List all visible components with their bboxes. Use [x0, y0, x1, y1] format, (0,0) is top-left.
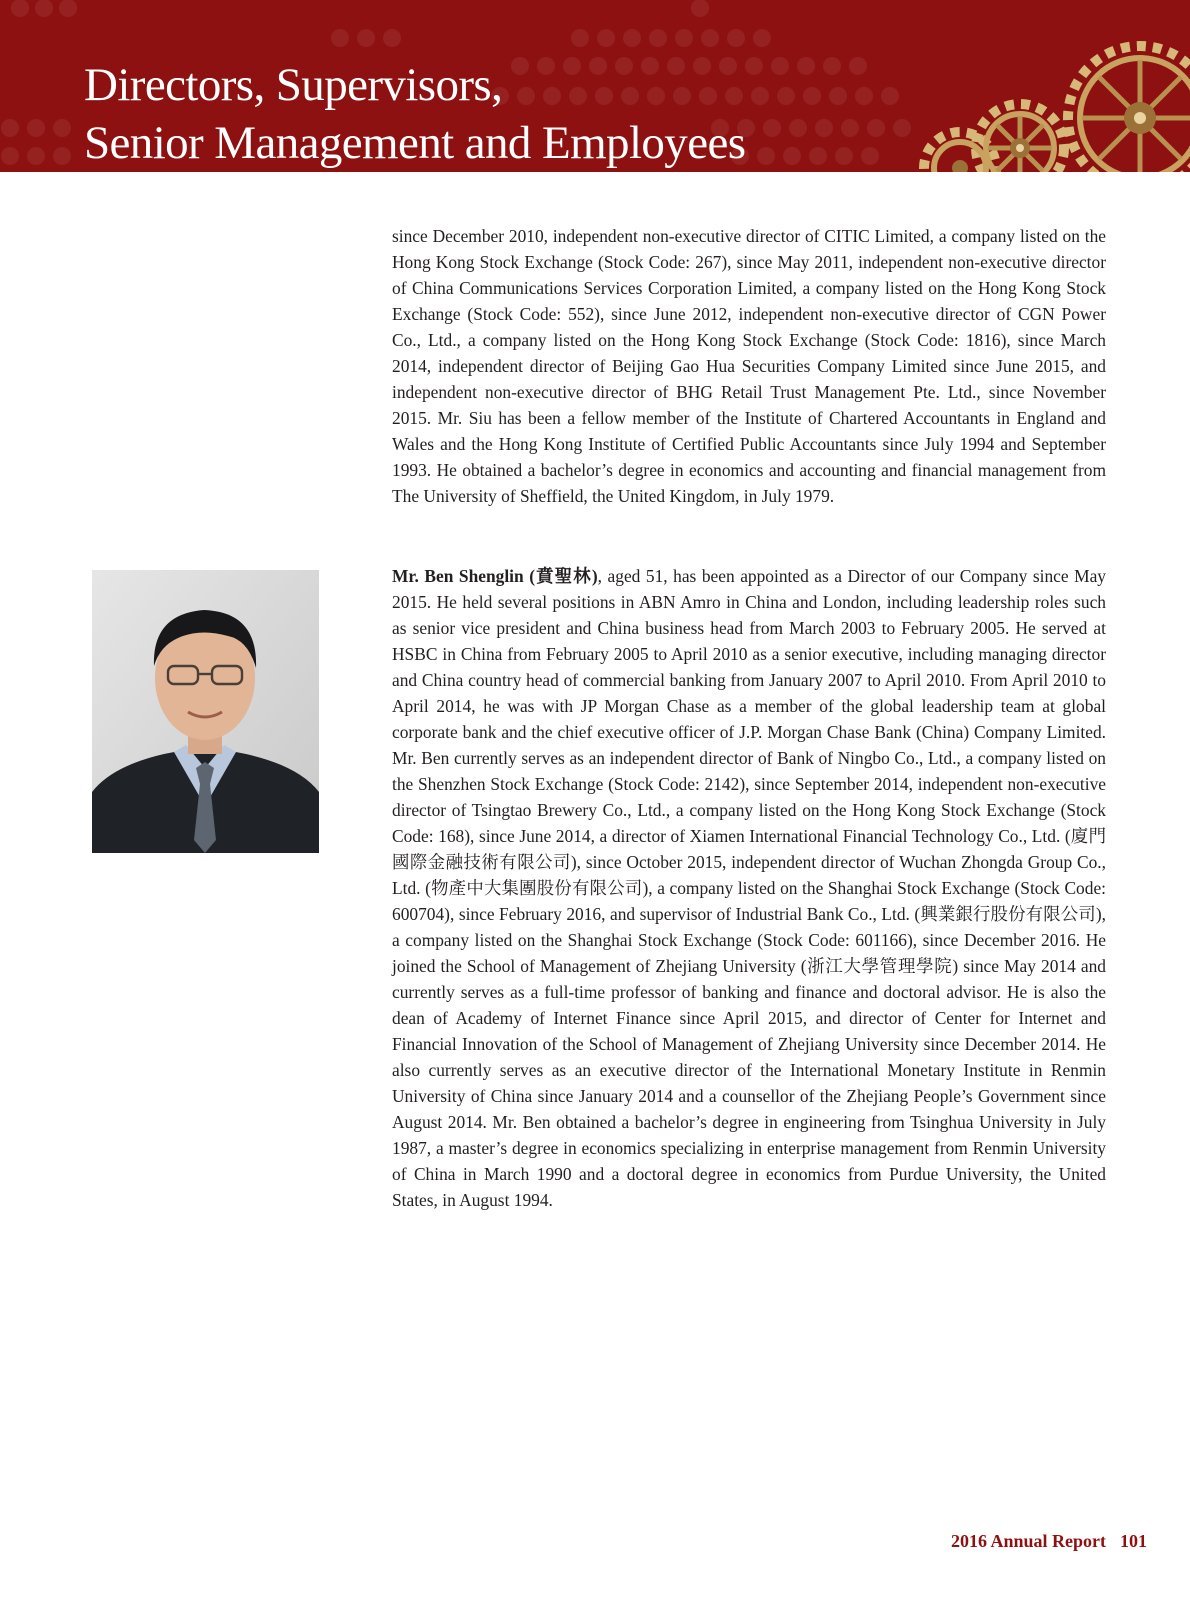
director-bio-paragraph [392, 563, 1106, 1213]
page-title-line-1: Directors, Supervisors, [84, 59, 503, 111]
director-bio-text: , aged 51, has been appointed as a Director of our Company since May 2015. He held several positions in ABN Amro in China and London, including leadership roles such as senior vice president and China business head from March 2003 to February 2005. He served at HSBC in China from February 2005 to April 2010 as a senior executive, including managing director and China country head of commercial banking from January 2007 to April 2010. From April 2010 to April 2014, he was with JP Morgan Chase as a member of the global leadership team at global corporate bank and the chief executive officer of J.P. Morgan Chase Bank (China) Company Limited. Mr. Ben currently serves as an independent director of Bank of Ningbo Co., Ltd., a company listed on the Shenzhen Stock Exchange (Stock Code: 2142), since September 2014, independent non-executive director of Tsingtao Brewery Co., Ltd., a company listed on the Hong Kong Stock Exchange (Stock Code: 168), since June 2014, a director of Xiamen International Financial Technology Co., Ltd. (廈門國際金融技術有限公司), since October 2015, independent director of Wuchan Zhongda Group Co., Ltd. (物產中大集團股份有限公司), a company listed on the Shanghai Stock Exchange (Stock Code: 600704), since February 2016, and supervisor of Industrial Bank Co., Ltd. (興業銀行股份有限公司), a company listed on the Shanghai Stock Exchange (Stock Code: 601166), since December 2016. He joined the School of Management of Zhejiang University (浙江大學管理學院) since May 2014 and currently serves as a full-time professor of banking and finance and doctoral advisor. He is also the dean of Academy of Internet Finance since April 2015, and director of Center for Internet and Financial Innovation of the School of Management of Zhejiang University since December 2014. He also currently serves as an executive director of the International Monetary Institute in Renmin University of China since January 2014 and a counsellor of the Zhejiang People’s Government since August 2014. Mr. Ben obtained a bachelor’s degree in engineering from Tsinghua University in July 1987, a master’s degree in economics specializing in enterprise management from Renmin University of China in March 1990 and a doctoral degree in economics from Purdue University, the United States, in August 1994. [392, 566, 1106, 1210]
page-footer [951, 1531, 1147, 1552]
gears-decoration [900, 38, 1190, 172]
continued-bio-paragraph: since December 2010, independent non-executive director of CITIC Limited, a company listed on the Hong Kong Stock Exchange (Stock Code: 267), since May 2011, independent non-executive director of China Communications Services Corporation Limited, a company listed on the Hong Kong Stock Exchange (Stock Code: 552), since June 2012, independent non-executive director of CGN Power Co., Ltd., a company listed on the Hong Kong Stock Exchange (Stock Code: 1816), since March 2014, independent director of Beijing Gao Hua Securities Company Limited since June 2015, and independent non-executive director of BHG Retail Trust Management Pte. Ltd., since November 2015. Mr. Siu has been a fellow member of the Institute of Chartered Accountants in England and Wales and the Hong Kong Institute of Certified Public Accountants since July 1994 and September 1993. He obtained a bachelor’s degree in economics and accounting and financial management from The University of Sheffield, the United Kingdom, in July 1979. [392, 226, 1106, 506]
director-portrait-photo [92, 570, 319, 853]
report-label: 2016 Annual Report [950, 1531, 1106, 1551]
page-number: 101 [1120, 1531, 1147, 1551]
page-title-line-2: Senior Management and Employees [84, 117, 746, 169]
director-name: Mr. Ben Shenglin (賁聖林) [392, 566, 598, 586]
page-title [84, 56, 745, 172]
header-banner [0, 0, 1190, 172]
